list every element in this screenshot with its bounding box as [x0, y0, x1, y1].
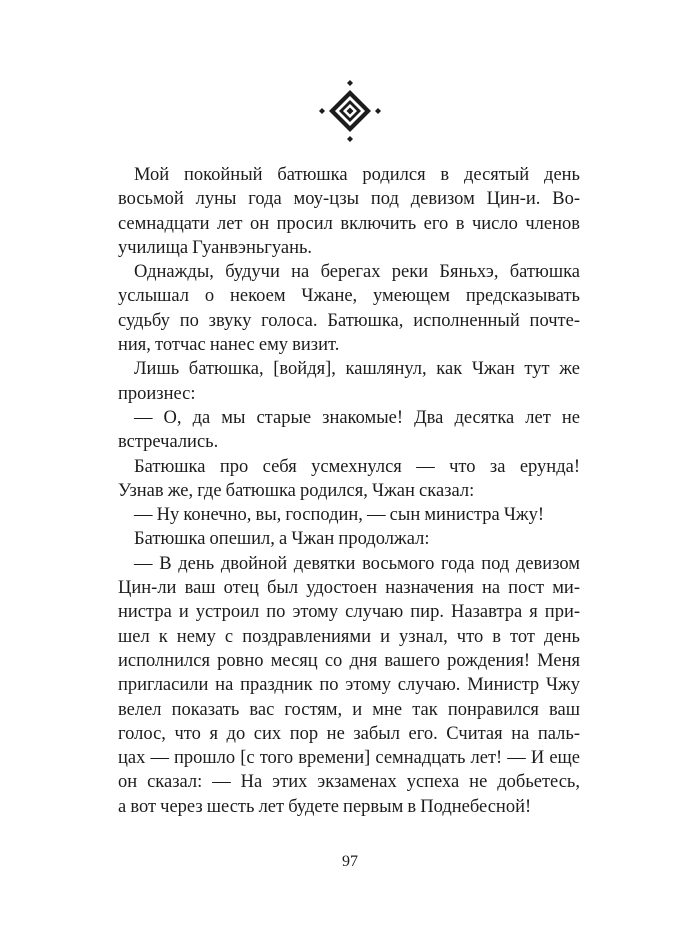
- text-line: Мой покойный батюшка родился в десятый день: [134, 165, 580, 185]
- text-line: Лишь батюшка, [войдя], кашлянул, как Чжан тут же: [134, 359, 580, 380]
- text-line: — Ну конечно, вы, господин, — сын министра Чжу!: [134, 505, 545, 526]
- text-line: цах — прошло [с того времени] семнадцать лет! — И еще: [118, 748, 580, 769]
- text-line: Батюшка про себя усмехнулся — что за ерунда!: [134, 456, 580, 477]
- page-number: 97: [342, 853, 358, 870]
- text-line: семнадцати лет он просил включить его в число членов: [118, 213, 580, 234]
- diamond-ornament-icon: [317, 78, 383, 144]
- body-text: [118, 163, 580, 819]
- text-line: Однажды, будучи на берегах реки Бяньхэ, батюшка: [134, 262, 580, 283]
- text-line: восьмой луны года моу-цзы под девизом Цин-и. Во-: [118, 189, 580, 210]
- text-line: училища Гуанвэньгуань.: [118, 237, 313, 258]
- text-line: а вот через шесть лет будете первым в Поднебесной!: [118, 796, 532, 817]
- text-line: услышал о некоем Чжане, умеющем предсказывать: [118, 286, 580, 307]
- text-line: голос, что я до сих пор не забыл его. Считая на паль-: [118, 723, 580, 744]
- text-line: он сказал: — На этих экзаменах успеха не добьетесь,: [118, 772, 580, 793]
- text-line: велел показать вас гостям, и мне так понравился ваш: [118, 699, 580, 720]
- text-line: Цин-ли ваш отец был удостоен назначения на пост ми-: [118, 578, 580, 599]
- text-line: судьбу по звуку голоса. Батюшка, исполненный почте-: [118, 310, 580, 331]
- text-line: шел к нему с поздравлениями и узнал, что в тот день: [118, 626, 580, 647]
- text-line: ния, тотчас нанес ему визит.: [118, 335, 340, 356]
- text-line: пригласили на праздник по этому случаю. Министр Чжу: [118, 675, 580, 696]
- text-line: произнес:: [118, 383, 196, 404]
- text-line: — О, да мы старые знакомые! Два десятка лет не: [134, 407, 580, 428]
- text-line: нистра и устроил по этому случаю пир. Назавтра я при-: [118, 602, 580, 623]
- text-line: исполнился ровно месяц со дня вашего рождения! Меня: [118, 650, 580, 671]
- text-line: Узнав же, где батюшка родился, Чжан сказал:: [118, 480, 475, 501]
- text-line: Батюшка опешил, а Чжан продолжал:: [134, 529, 430, 550]
- text-line: — В день двойной девятки восьмого года под девизом: [134, 553, 580, 574]
- text-line: встречались.: [118, 432, 219, 453]
